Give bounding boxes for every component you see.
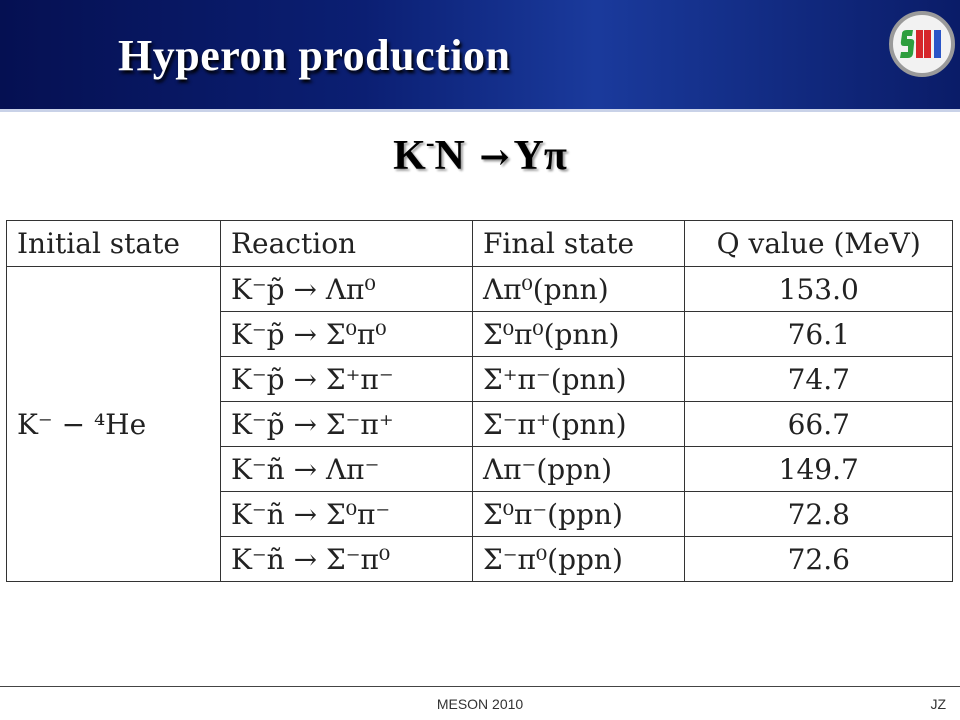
header-initial-state: Initial state xyxy=(7,221,221,267)
final-state-cell: Σ⁰π⁰(pnn) xyxy=(472,312,685,357)
pion-symbol: π xyxy=(543,133,567,179)
footer-author: JZ xyxy=(930,696,946,712)
final-state-cell: Σ⁻π⁺(pnn) xyxy=(472,402,685,447)
charge-superscript: - xyxy=(425,128,435,157)
nucleon-symbol: N xyxy=(434,133,465,179)
final-state-cell: Σ⁺π⁻(pnn) xyxy=(472,357,685,402)
footer-conference: MESON 2010 xyxy=(436,696,524,712)
hyperon-reaction-table xyxy=(6,220,953,582)
table-row xyxy=(7,267,953,312)
reaction-cell: K⁻ñ → Σ⁻π⁰ xyxy=(220,537,472,582)
kaon-symbol: K xyxy=(393,133,426,179)
q-value-cell: 72.6 xyxy=(685,537,953,582)
reaction-cell: K⁻p̃ → Λπ⁰ xyxy=(220,267,472,312)
final-state-cell: Λπ⁻(ppn) xyxy=(472,447,685,492)
q-value-cell: 74.7 xyxy=(685,357,953,402)
q-value-cell: 153.0 xyxy=(685,267,953,312)
final-state-cell: Σ⁰π⁻(ppn) xyxy=(472,492,685,537)
header-q-value: Q value (MeV) xyxy=(685,221,953,267)
slide-title: Hyperon production xyxy=(118,31,511,80)
reaction-cell: K⁻ñ → Λπ⁻ xyxy=(220,447,472,492)
reaction-cell: K⁻p̃ → Σ⁰π⁰ xyxy=(220,312,472,357)
reaction-cell: K⁻p̃ → Σ⁺π⁻ xyxy=(220,357,472,402)
initial-state-cell: K⁻ − ⁴He xyxy=(7,267,221,582)
reaction-cell: K⁻ñ → Σ⁰π⁻ xyxy=(220,492,472,537)
header-final-state: Final state xyxy=(472,221,685,267)
q-value-cell: 76.1 xyxy=(685,312,953,357)
hyperon-symbol: Y xyxy=(513,133,544,179)
footer-divider xyxy=(0,686,960,687)
q-value-cell: 149.7 xyxy=(685,447,953,492)
smi-logo-icon xyxy=(888,10,956,78)
q-value-cell: 72.8 xyxy=(685,492,953,537)
table-header-row xyxy=(7,221,953,267)
header-reaction: Reaction xyxy=(220,221,472,267)
q-value-cell: 66.7 xyxy=(685,402,953,447)
header-banner xyxy=(0,0,960,112)
reaction-cell: K⁻p̃ → Σ⁻π⁺ xyxy=(220,402,472,447)
final-state-cell: Σ⁻π⁰(ppn) xyxy=(472,537,685,582)
final-state-cell: Λπ⁰(pnn) xyxy=(472,267,685,312)
arrow-icon: → xyxy=(479,136,510,178)
reaction-subtitle xyxy=(0,128,960,180)
